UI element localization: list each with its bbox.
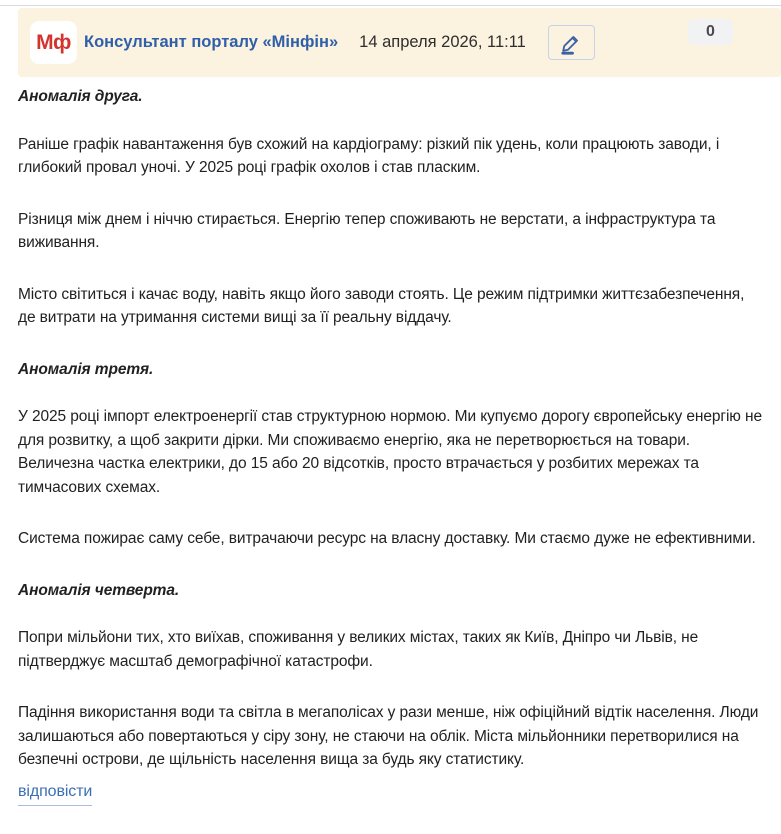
reply-link[interactable]: відповісти: [18, 780, 92, 807]
comment-heading: Аномалія друга.: [18, 88, 143, 105]
edit-button[interactable]: [548, 25, 595, 60]
comment-heading: Аномалія четверта.: [18, 581, 180, 599]
pencil-icon: [558, 30, 584, 56]
comment-paragraph: Раніше графік навантаження був схожий на кардіограму: різкий пік удень, коли працюють заводи, і глибокий провал уночі. У 2025 році графік охолов і став пласким.: [18, 135, 720, 176]
avatar[interactable]: [30, 21, 77, 64]
comment-body: [18, 85, 765, 806]
comment-header: [18, 8, 781, 77]
comment-heading: Аномалія третя.: [18, 360, 154, 378]
comment-paragraph: Місто світиться і качає воду, навіть якщо його заводи стоять. Це режим підтримки життєзабезпечення, де витрати на утримання системи вищі за її реальну віддачу.: [18, 285, 745, 326]
vote-count-badge[interactable]: 0: [688, 19, 733, 45]
comment-paragraph: Падіння використання води та світла в мегаполісах у рази менше, ніж офіційний відтік населення. Люди залишаються або повертаються у сіру зону, не стаючи на облік. Міста мільйонники перетворилися на безпечні острови, де щільність населення вища за будь яку статистику.: [18, 704, 759, 768]
divider: [0, 5, 781, 6]
comment-paragraph: Різниця між днем і ніччю стирається. Енергію тепер споживають не верстати, а інфраструктура та виживання.: [18, 210, 716, 251]
avatar-initials: Мф: [36, 30, 71, 54]
author-link[interactable]: Консультант порталу «Мінфін»: [84, 33, 339, 51]
comment-paragraph: У 2025 році імпорт електроенергії став структурною нормою. Ми купуємо дорогу європейську енергію не для розвитку, а щоб закрити дірки. Ми споживаємо енергію, яка не перетворюється на товари. Величезна частка електрики, до 15 або 20 відсотків, просто втрачається у розбитих мережах та тимчасових схемах.: [18, 408, 762, 496]
comment-block: [18, 8, 781, 806]
comment-paragraph: Попри мільйони тих, хто виїхав, споживання у великих містах, таких як Київ, Дніпро чи Львів, не підтверджує масштаб демографічної катастрофи.: [18, 629, 699, 670]
timestamp: 14 апреля 2026, 11:11: [359, 33, 526, 51]
comment-paragraph: Система пожирає саму себе, витрачаючи ресурс на власну доставку. Ми стаємо дуже не ефективними.: [18, 530, 756, 547]
